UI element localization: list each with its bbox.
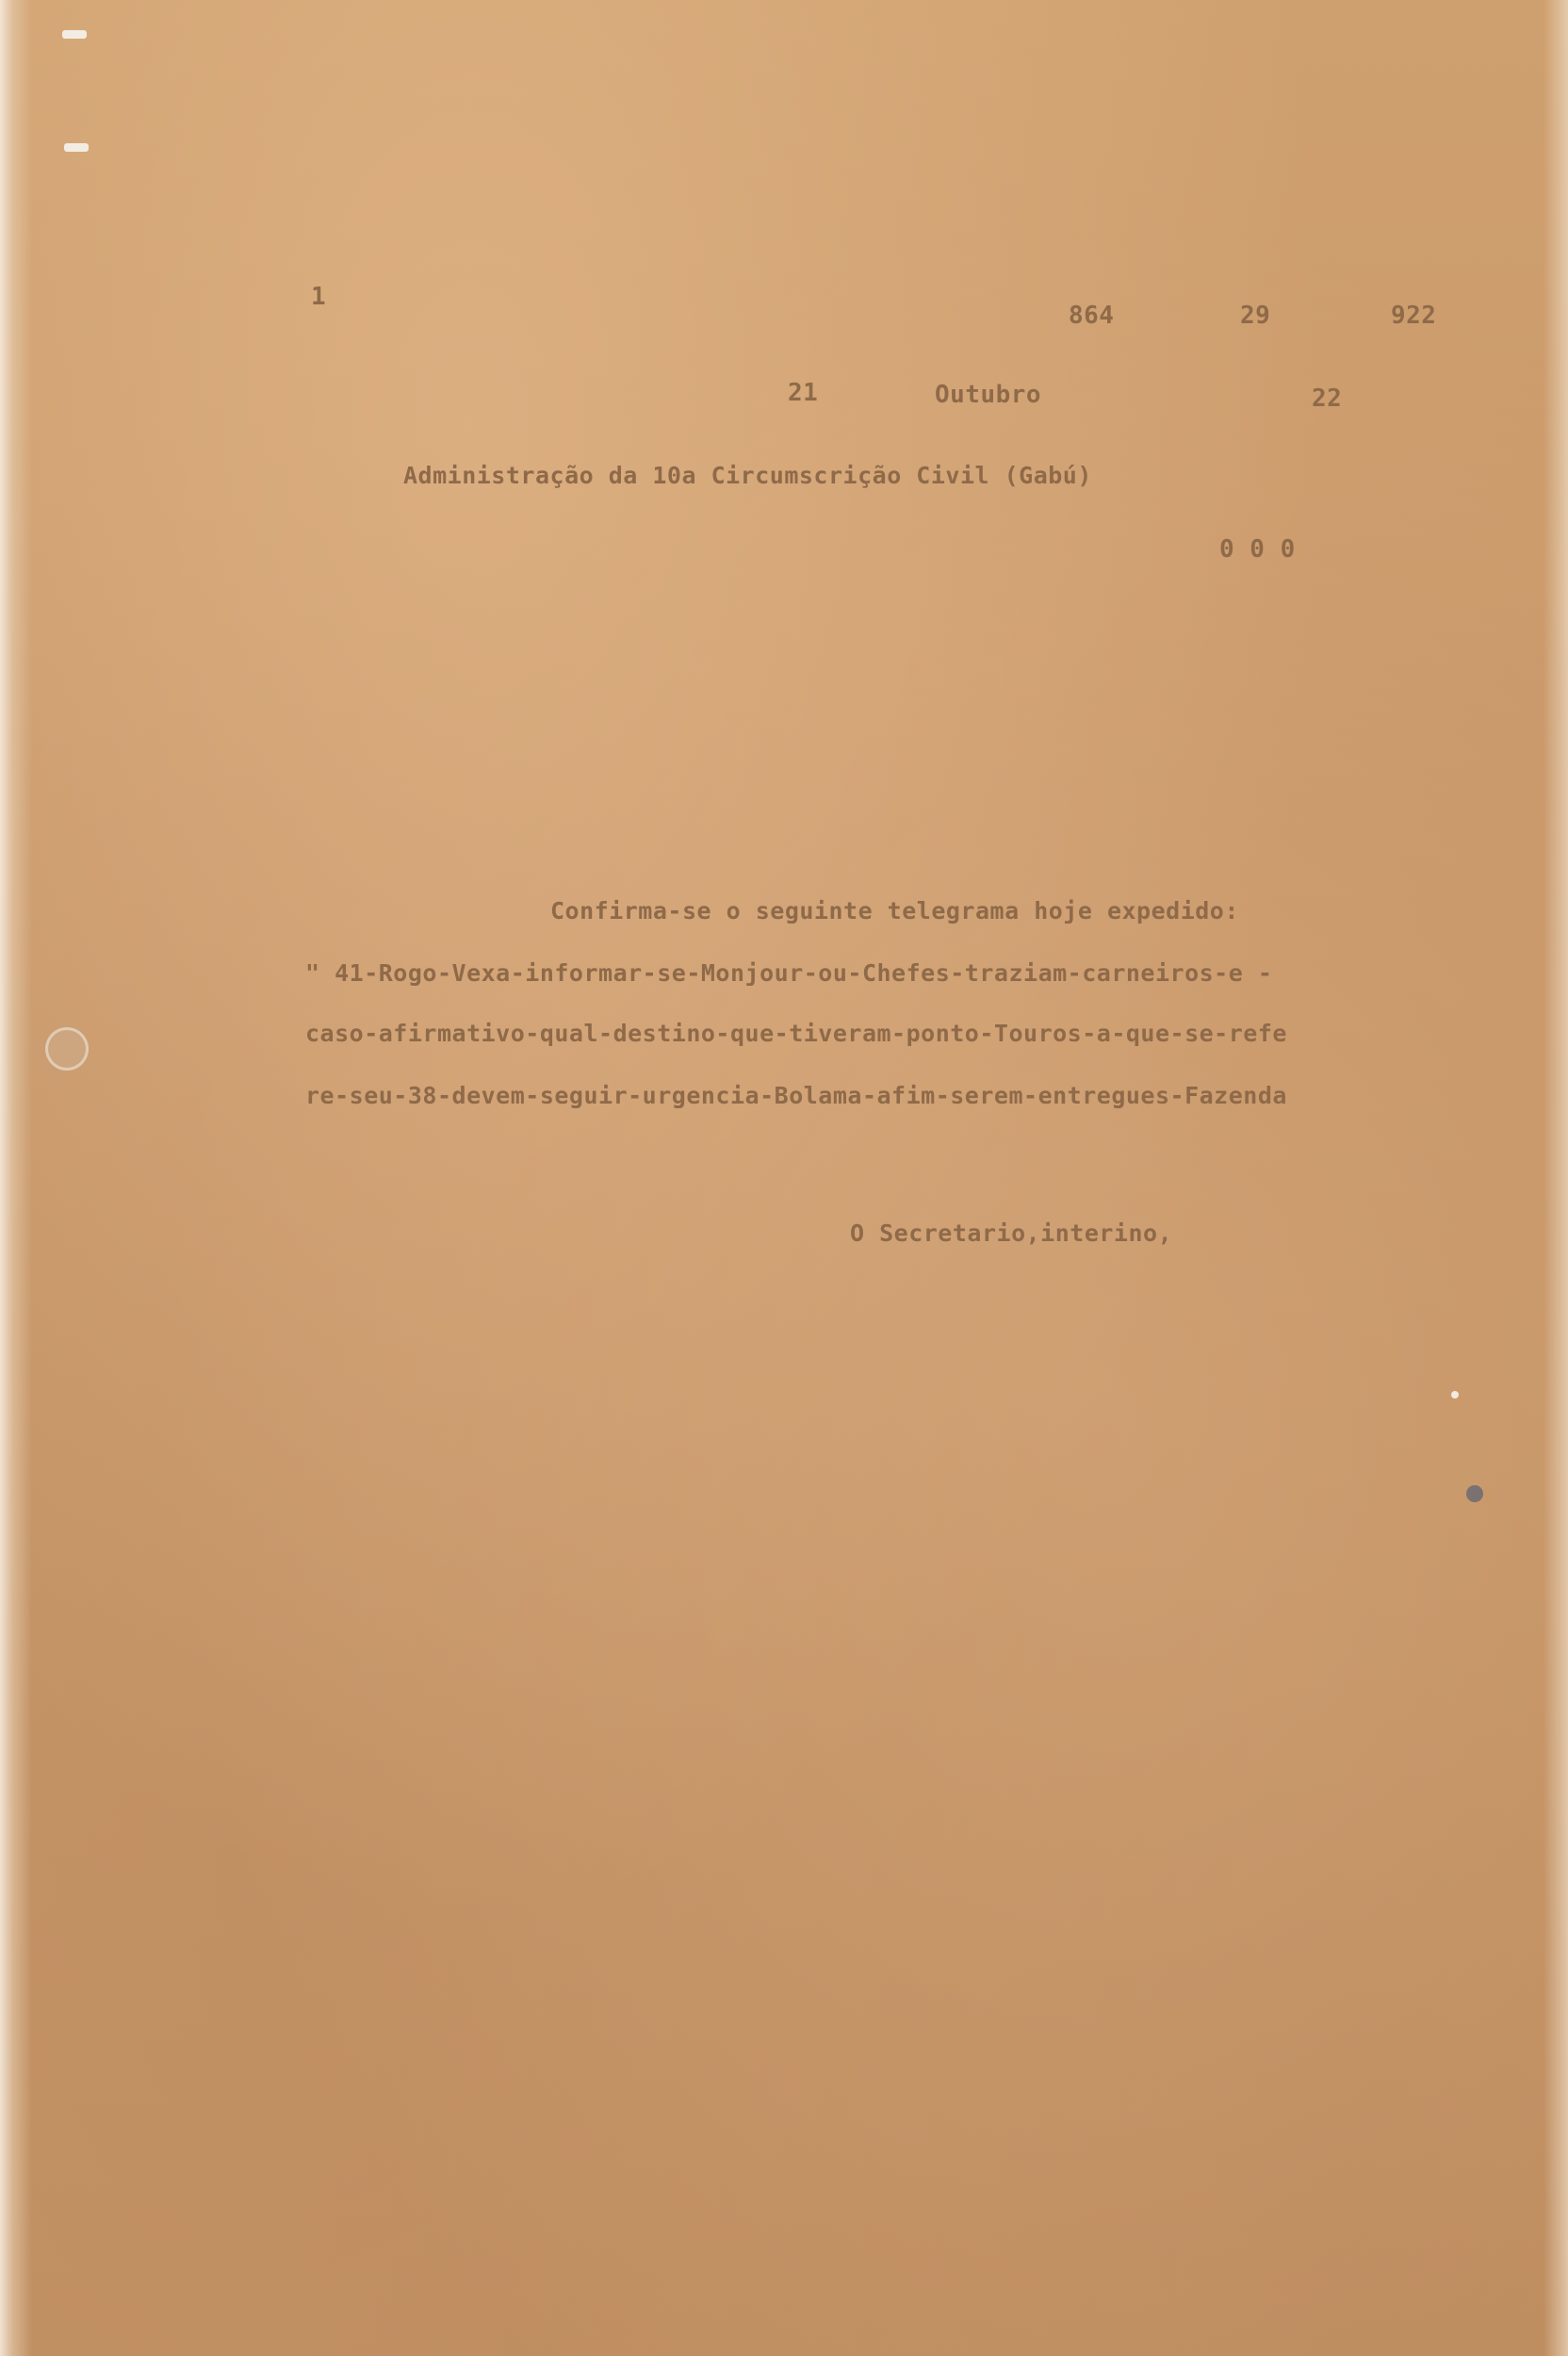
binder-mark-top bbox=[62, 30, 87, 39]
date-month: Outubro bbox=[935, 381, 1042, 409]
telegram-line-2: caso-afirmativo-qual-destino-que-tiveram-ponto-Touros-a-que-se-refe bbox=[305, 1020, 1287, 1047]
signature-line: O Secretario,interino, bbox=[850, 1219, 1173, 1247]
paper-speck bbox=[1451, 1391, 1459, 1399]
binder-mark-upper bbox=[64, 143, 89, 152]
ink-spot bbox=[1466, 1485, 1483, 1502]
telegram-line-1: " 41-Rogo-Vexa-informar-se-Monjour-ou-Chefes-traziam-carneiros-e - bbox=[305, 959, 1273, 987]
body-intro: Confirma-se o seguinte telegrama hoje expedido: bbox=[550, 897, 1239, 924]
binder-hole-ring bbox=[45, 1027, 89, 1071]
reference-day: 29 bbox=[1240, 302, 1271, 330]
reference-year: 922 bbox=[1391, 302, 1437, 330]
telegram-line-3: re-seu-38-devem-seguir-urgencia-Bolama-afim-serem-entregues-Fazenda bbox=[305, 1082, 1287, 1109]
addressee-line: Administração da 10a Circumscrição Civil (Gabú) bbox=[403, 462, 1092, 489]
reference-number: 864 bbox=[1069, 302, 1115, 330]
date-year: 22 bbox=[1312, 384, 1343, 413]
date-day: 21 bbox=[788, 379, 819, 407]
reference-code: 0 0 0 bbox=[1219, 535, 1296, 564]
page-number: 1 bbox=[311, 283, 327, 311]
